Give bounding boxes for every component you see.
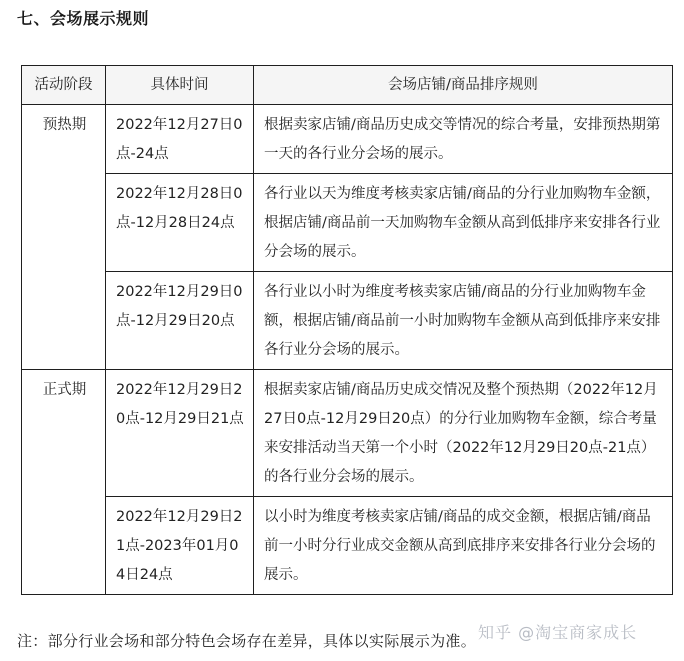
rule-cell: 根据卖家店铺/商品历史成交情况及整个预热期（2022年12月27日0点-12月29日20点）的分行业加购物车金额，综合考量来安排活动当天第一个小时（2022年12月29日20点-21点）的各行业分会场的展示。	[254, 370, 673, 497]
table-header-row	[22, 66, 673, 105]
time-cell: 2022年12月27日0点-24点	[106, 105, 254, 174]
rules-table	[21, 65, 673, 595]
table-row	[22, 370, 673, 497]
table-row	[22, 497, 673, 595]
rule-cell: 根据卖家店铺/商品历史成交等情况的综合考量，安排预热期第一天的各行业分会场的展示。	[254, 105, 673, 174]
footnote: 注：部分行业会场和部分特色会场存在差异，具体以实际展示为准。	[17, 632, 477, 650]
zhihu-watermark: 知乎 @淘宝商家成长	[478, 623, 638, 642]
header-phase: 活动阶段	[22, 66, 106, 105]
header-rule: 会场店铺/商品排序规则	[254, 66, 673, 105]
table-row	[22, 174, 673, 272]
table-row	[22, 272, 673, 370]
time-cell: 2022年12月29日20点-12月29日21点	[106, 370, 254, 497]
section-title: 七、会场展示规则	[17, 9, 150, 28]
header-time: 具体时间	[106, 66, 254, 105]
rule-cell: 以小时为维度考核卖家店铺/商品的成交金额，根据店铺/商品前一小时分行业成交金额从高到底排序来安排各行业分会场的展示。	[254, 497, 673, 595]
rule-cell: 各行业以小时为维度考核卖家店铺/商品的分行业加购物车金额，根据店铺/商品前一小时加购物车金额从高到低排序来安排各行业分会场的展示。	[254, 272, 673, 370]
phase-cell-preheat: 预热期	[22, 105, 106, 370]
time-cell: 2022年12月29日0点-12月29日20点	[106, 272, 254, 370]
time-cell: 2022年12月29日21点-2023年01月04日24点	[106, 497, 254, 595]
rule-cell: 各行业以天为维度考核卖家店铺/商品的分行业加购物车金额，根据店铺/商品前一天加购物车金额从高到低排序来安排各行业分会场的展示。	[254, 174, 673, 272]
phase-cell-official: 正式期	[22, 370, 106, 595]
table-row	[22, 105, 673, 174]
time-cell: 2022年12月28日0点-12月28日24点	[106, 174, 254, 272]
